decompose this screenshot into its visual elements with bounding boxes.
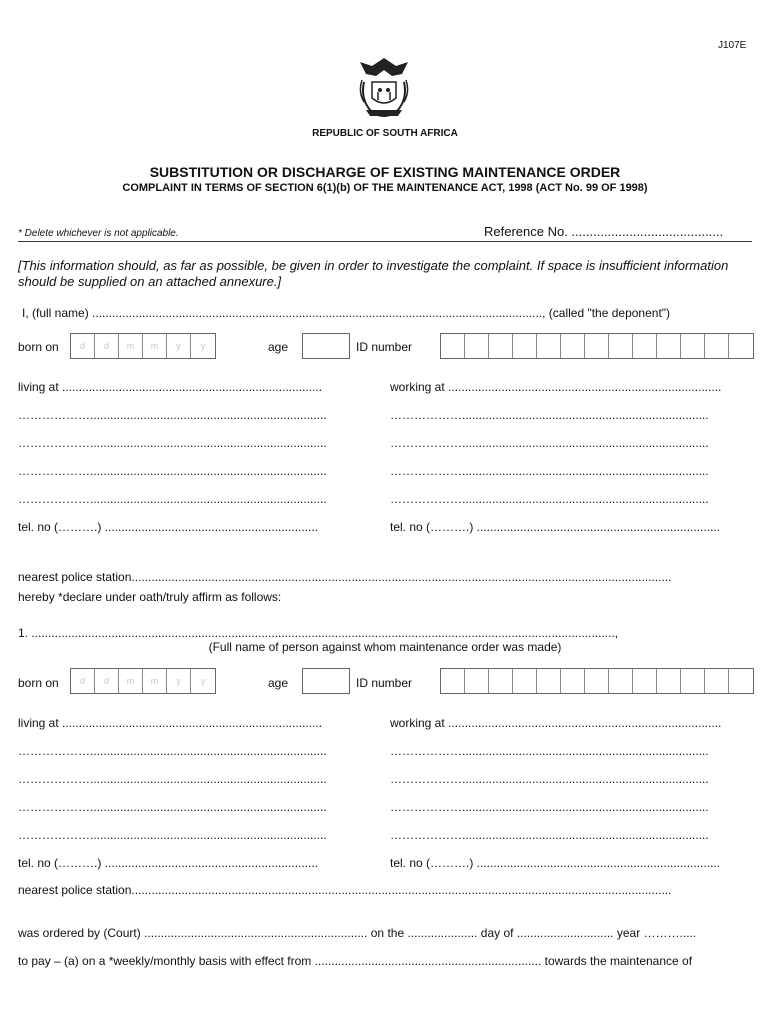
working-at-continuation[interactable]: ………………..........................................................................	[390, 744, 709, 758]
id-cell[interactable]	[465, 669, 489, 693]
id-cell[interactable]	[633, 669, 657, 693]
coat-of-arms-icon	[354, 52, 414, 122]
full-name-field[interactable]: I, (full name) ......................................................................................................................................., (called "the deponent")	[22, 306, 671, 320]
respondent-id-number-boxes[interactable]	[440, 668, 754, 694]
work-tel-field[interactable]: tel. no (……….) .........................................................................	[390, 520, 721, 534]
id-cell[interactable]	[729, 669, 753, 693]
delete-note: * Delete whichever is not applicable.	[18, 228, 179, 239]
id-cell[interactable]	[681, 669, 705, 693]
working-at-continuation[interactable]: ………………..........................................................................	[390, 492, 709, 506]
form-subtitle: COMPLAINT IN TERMS OF SECTION 6(1)(b) OF THE MAINTENANCE ACT, 1998 (ACT No. 99 OF 1998)	[122, 182, 648, 194]
id-cell[interactable]	[585, 334, 609, 358]
date-cell[interactable]: d	[71, 334, 95, 358]
home-tel-field[interactable]: tel. no (……….) ................................................................	[18, 856, 319, 870]
id-cell[interactable]	[513, 334, 537, 358]
police-station-field[interactable]: nearest police station..................................................................................................................................................................	[18, 570, 672, 584]
age-label: age	[268, 340, 289, 354]
date-cell[interactable]: m	[143, 334, 167, 358]
living-at-continuation[interactable]: ……………….......................................................................	[18, 464, 327, 478]
police-station-field[interactable]: nearest police station..................................................................................................................................................................	[18, 883, 672, 897]
id-cell[interactable]	[441, 669, 465, 693]
information-note: [This information should, as far as possible, be given in order to investigate the complaint. If space is insufficient information should be supplied on an attached annexure.]	[18, 258, 729, 289]
respondent-birth-date-boxes[interactable]	[70, 668, 216, 694]
id-cell[interactable]	[513, 669, 537, 693]
id-cell[interactable]	[681, 334, 705, 358]
born-on-label: born on	[18, 676, 59, 690]
respondent-age-box[interactable]	[302, 668, 350, 694]
id-cell[interactable]	[489, 669, 513, 693]
id-cell[interactable]	[729, 334, 753, 358]
work-tel-field[interactable]: tel. no (……….) .........................................................................	[390, 856, 721, 870]
id-cell[interactable]	[705, 334, 729, 358]
date-cell[interactable]: y	[167, 334, 191, 358]
form-code: J107E	[718, 40, 747, 51]
id-cell[interactable]	[561, 669, 585, 693]
working-at-continuation[interactable]: ………………..........................................................................	[390, 436, 709, 450]
payment-terms-field[interactable]: to pay – (a) on a *weekly/monthly basis with effect from .................................................................... towards the maintenance of	[18, 954, 693, 968]
id-cell[interactable]	[585, 669, 609, 693]
working-at-continuation[interactable]: ………………..........................................................................	[390, 464, 709, 478]
id-cell[interactable]	[441, 334, 465, 358]
reference-number-field[interactable]: Reference No. ..........................................	[484, 224, 724, 239]
date-cell[interactable]: y	[200, 676, 206, 686]
working-at-field[interactable]: working at ..................................................................................	[390, 380, 722, 394]
ordered-by-field[interactable]: was ordered by (Court) ................................................................... on the ..................... day of ............................. year ……….....	[18, 926, 697, 940]
home-tel-field[interactable]: tel. no (……….) ................................................................	[18, 520, 319, 534]
date-cell[interactable]: y	[200, 341, 206, 351]
working-at-continuation[interactable]: ………………..........................................................................	[390, 800, 709, 814]
date-cell[interactable]: d	[95, 669, 119, 693]
born-on-label: born on	[18, 340, 59, 354]
form-title: SUBSTITUTION OR DISCHARGE OF EXISTING MAINTENANCE ORDER	[149, 164, 621, 180]
date-cell[interactable]: m	[119, 334, 143, 358]
deponent-birth-date-boxes[interactable]	[70, 333, 216, 359]
living-at-continuation[interactable]: ……………….......................................................................	[18, 744, 327, 758]
id-number-label: ID number	[356, 676, 413, 690]
deponent-age-box[interactable]	[302, 333, 350, 359]
id-cell[interactable]	[489, 334, 513, 358]
living-at-continuation[interactable]: ……………….......................................................................	[18, 408, 327, 422]
id-cell[interactable]	[657, 334, 681, 358]
id-cell[interactable]	[609, 669, 633, 693]
date-cell[interactable]: y	[167, 669, 191, 693]
deponent-id-number-boxes[interactable]	[440, 333, 754, 359]
id-cell[interactable]	[705, 669, 729, 693]
living-at-field[interactable]: living at ..............................................................................	[18, 716, 323, 730]
date-cell[interactable]: m	[143, 669, 167, 693]
working-at-continuation[interactable]: ………………..........................................................................	[390, 408, 709, 422]
living-at-continuation[interactable]: ……………….......................................................................	[18, 772, 327, 786]
date-cell[interactable]: m	[119, 669, 143, 693]
id-cell[interactable]	[609, 334, 633, 358]
id-cell[interactable]	[657, 669, 681, 693]
date-cell[interactable]: d	[71, 669, 95, 693]
id-cell[interactable]	[633, 334, 657, 358]
living-at-continuation[interactable]: ……………….......................................................................	[18, 492, 327, 506]
declaration-text: hereby *declare under oath/truly affirm as follows:	[18, 590, 282, 604]
id-cell[interactable]	[537, 669, 561, 693]
living-at-continuation[interactable]: ……………….......................................................................	[18, 828, 327, 842]
id-cell[interactable]	[537, 334, 561, 358]
working-at-field[interactable]: working at ..................................................................................	[390, 716, 722, 730]
id-number-label: ID number	[356, 340, 413, 354]
working-at-continuation[interactable]: ………………..........................................................................	[390, 828, 709, 842]
date-cell[interactable]: d	[95, 334, 119, 358]
living-at-continuation[interactable]: ……………….......................................................................	[18, 800, 327, 814]
republic-heading: REPUBLIC OF SOUTH AFRICA	[312, 128, 458, 139]
header-divider	[18, 241, 752, 242]
respondent-name-caption: (Full name of person against whom maintenance order was made)	[208, 640, 562, 654]
living-at-field[interactable]: living at ..............................................................................	[18, 380, 323, 394]
id-cell[interactable]	[465, 334, 489, 358]
living-at-continuation[interactable]: ……………….......................................................................	[18, 436, 327, 450]
respondent-name-field[interactable]: 1. ...............................................................................................................................................................................,	[18, 626, 619, 640]
age-label: age	[268, 676, 289, 690]
id-cell[interactable]	[561, 334, 585, 358]
working-at-continuation[interactable]: ………………..........................................................................	[390, 772, 709, 786]
